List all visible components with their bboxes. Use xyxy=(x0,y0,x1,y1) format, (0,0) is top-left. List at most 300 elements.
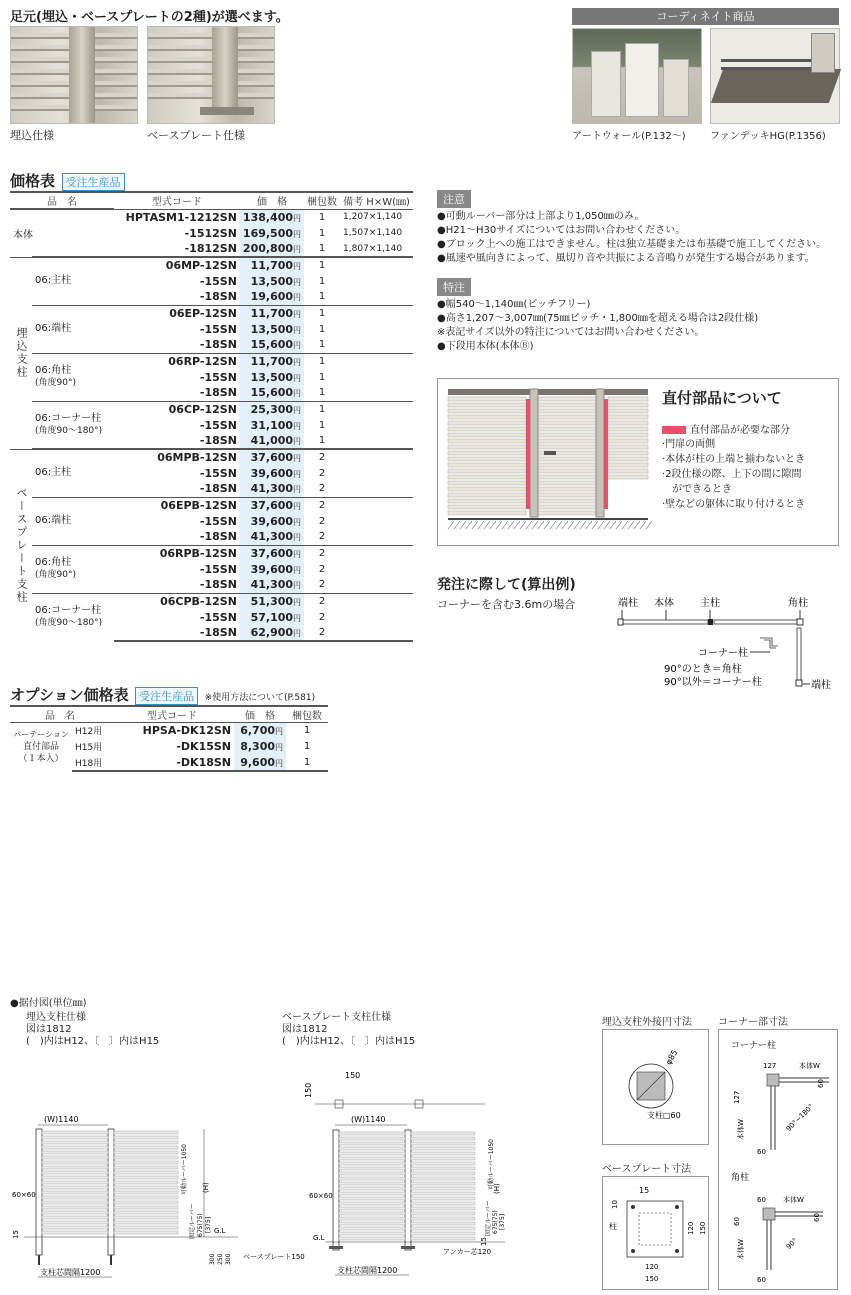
louver-slat xyxy=(114,1221,178,1224)
right-drawing-caption xyxy=(282,1012,415,1048)
ground-hatch xyxy=(628,521,634,529)
louver-slat xyxy=(538,457,596,461)
order-label-end: 端柱 xyxy=(618,598,638,609)
louver-slat xyxy=(448,445,526,449)
price-cell: 51,300円 xyxy=(240,593,304,609)
louver-slat xyxy=(448,403,526,407)
ld-post: 60×60 xyxy=(12,1191,36,1199)
note-cell xyxy=(340,465,413,481)
note-cell xyxy=(340,577,413,593)
caution-head: 注意 xyxy=(437,190,471,208)
embed-dia-label: φ85 xyxy=(663,1048,680,1067)
direct-parts-title: 直付部品について xyxy=(662,389,782,407)
ld-300b: 300 xyxy=(225,1253,232,1265)
louver-slat xyxy=(339,1152,405,1155)
order-rule-1: 90°のとき＝角柱 xyxy=(664,664,742,675)
kaku-angle: 90° xyxy=(784,1236,800,1252)
code-cell: -18SN xyxy=(199,338,237,352)
louver-slat xyxy=(411,1157,475,1160)
option-table-note: ※使用方法について(P.581) xyxy=(204,693,316,703)
louver-slat xyxy=(411,1187,475,1190)
legend-swatch xyxy=(662,426,686,434)
louver-slat xyxy=(42,1161,108,1164)
base-detail-svg xyxy=(603,1177,708,1289)
price-cell: 39,600円 xyxy=(240,513,304,529)
louver-slat xyxy=(114,1141,178,1144)
louver-slat xyxy=(339,1207,405,1210)
post-type-label: 06:主柱 xyxy=(32,449,114,497)
price-cell: 62,900円 xyxy=(240,625,304,641)
louver-slat xyxy=(448,421,526,425)
table-row xyxy=(10,449,413,465)
louver-slat xyxy=(538,463,596,467)
post-type-label: 06:コーナー柱 (角度90～180°) xyxy=(32,593,114,641)
count-cell: 1 xyxy=(318,419,326,431)
louver-slat xyxy=(538,475,596,479)
louver-slat xyxy=(42,1211,108,1214)
louver-slat xyxy=(608,397,648,401)
louver-slat xyxy=(608,427,648,431)
price-cell: 25,300円 xyxy=(240,401,304,417)
louver-slat xyxy=(538,445,596,449)
table-row xyxy=(10,353,413,369)
code-cell: 06CP-12SN xyxy=(114,401,240,417)
special-item: ※表記サイズ以外の特注についてはお問い合わせください。 xyxy=(437,327,705,338)
louver-slat xyxy=(608,451,648,455)
louver-slat xyxy=(42,1191,108,1194)
embed-detail-box xyxy=(602,1029,709,1145)
right-drawing-sub2: ( )内はH12、〔 〕内はH15 xyxy=(282,1036,416,1047)
direct-item: ができるとき xyxy=(662,484,732,495)
corner-angle: 90°~180° xyxy=(784,1102,816,1134)
louver-slat xyxy=(339,1217,405,1220)
louver-slat xyxy=(42,1156,108,1159)
louver-slat xyxy=(448,415,526,419)
louver-slat xyxy=(339,1172,405,1175)
louver-slat xyxy=(339,1177,405,1180)
louver-slat xyxy=(448,397,526,401)
post-type-label: 06:角柱 (角度90°) xyxy=(32,353,114,401)
note-cell xyxy=(340,417,413,433)
caution-section xyxy=(437,190,826,266)
col-note: 備考 H×W(㎜) xyxy=(340,192,413,209)
art-wall-caption: アートウォール(P.132～) xyxy=(572,131,686,142)
louver-slat xyxy=(411,1227,475,1230)
code-cell: -18SN xyxy=(199,578,237,592)
louver-slat xyxy=(448,469,526,473)
count-cell: 1 xyxy=(318,323,326,335)
louver-slat xyxy=(538,415,596,419)
embed-spec-photo xyxy=(10,26,138,124)
louver-slat xyxy=(448,487,526,491)
code-cell: -18SN xyxy=(199,530,237,544)
ground-hatch xyxy=(514,521,520,529)
price-cell: 200,800円 xyxy=(240,241,304,257)
count-cell: 1 xyxy=(318,211,326,223)
louver-slat xyxy=(114,1186,178,1189)
louver-slat xyxy=(339,1132,405,1135)
order-label-corner: コーナー柱 xyxy=(698,648,748,659)
direct-item: ·門扉の両側 xyxy=(662,439,716,450)
special-item: ●下段用本体(本体Ⓑ) xyxy=(437,341,534,352)
corner-detail-box xyxy=(718,1029,838,1290)
louver-slat xyxy=(411,1137,475,1140)
col-code: 型式コード xyxy=(114,192,240,209)
special-item: ●高さ1,207～3,007㎜(75㎜ピッチ・1,800㎜を超える場合は2段仕様) xyxy=(437,313,759,324)
caution-item: ●H21～H30サイズについてはお問い合わせください。 xyxy=(437,225,686,236)
base-detail-title: ベースプレート寸法 xyxy=(602,1164,692,1175)
louver-slat xyxy=(448,433,526,437)
option-sub: H12用 xyxy=(75,727,103,738)
code-cell: HPSA-DK12SN xyxy=(142,724,231,738)
price-cell: 19,600円 xyxy=(240,289,304,305)
post-type-label: 06:角柱 (角度90°) xyxy=(32,545,114,593)
ground-hatch xyxy=(646,521,652,529)
option-table-title: オプション価格表 xyxy=(10,686,129,704)
order-title: 発注に際して(算出例) xyxy=(437,577,576,593)
ground-hatch xyxy=(448,521,454,529)
louver-slat xyxy=(42,1196,108,1199)
price-cell: 39,600円 xyxy=(240,561,304,577)
base-detail-box xyxy=(602,1176,709,1290)
ld-w: (W)1140 xyxy=(44,1115,79,1124)
ld-375: [375] xyxy=(205,1216,212,1233)
rd-anchor: アンカー芯120 xyxy=(443,1248,492,1256)
option-name: パーテーション 直付部品 （１本入） xyxy=(13,729,69,764)
drawing-heading: ●据付図(単位㎜) xyxy=(10,998,87,1009)
kaku-60-top: 60 xyxy=(757,1196,766,1204)
caution-item: ●ブロック上への施工はできません。柱は独立基礎または布基礎で施工してください。 xyxy=(437,239,827,250)
note-cell: 1,207×1,140 xyxy=(343,212,403,223)
rd-fixed: 固定ルーバー xyxy=(485,1200,492,1236)
code-cell: -15SN xyxy=(199,562,237,576)
price-table-tag: 受注生産品 xyxy=(62,173,125,191)
rd-15: 15 xyxy=(480,1237,488,1246)
price-cell: 11,700円 xyxy=(240,353,304,369)
code-cell: -18SN xyxy=(199,434,237,447)
note-cell xyxy=(340,625,413,641)
louver-slat xyxy=(608,445,648,449)
code-cell: -1812SN xyxy=(184,242,237,255)
corner-detail-svg xyxy=(719,1030,837,1289)
order-label-main: 主柱 xyxy=(700,598,720,609)
corner-sub: コーナー柱 xyxy=(731,1041,777,1051)
corner-127-side: 127 xyxy=(733,1090,741,1104)
louver-slat xyxy=(448,493,526,497)
louver-slat xyxy=(42,1136,108,1139)
count-cell: 2 xyxy=(304,449,340,465)
louver-slat xyxy=(538,511,596,515)
baseplate-spec-caption: ベースプレート仕様 xyxy=(147,129,246,142)
louver-slat xyxy=(411,1212,475,1215)
art-wall-photo xyxy=(572,28,702,124)
price-cell: 41,300円 xyxy=(240,529,304,545)
ground-hatch xyxy=(520,521,526,529)
opt-col-price: 価 格 xyxy=(234,706,286,723)
louver-slat xyxy=(339,1147,405,1150)
table-row xyxy=(10,497,413,513)
louver-slat xyxy=(42,1171,108,1174)
note-cell: 1,507×1,140 xyxy=(343,228,403,238)
louver-slat xyxy=(608,463,648,467)
ground-hatch xyxy=(634,521,640,529)
louver-slat xyxy=(448,463,526,467)
table-row xyxy=(10,209,413,225)
code-cell: -18SN xyxy=(114,625,240,641)
caution-item: ●風速や風向きによって、風切り音や共振による音鳴りが発生する場合があります。 xyxy=(437,253,815,264)
ground-hatch xyxy=(598,521,604,529)
price-cell: 41,300円 xyxy=(240,481,304,497)
note-cell xyxy=(340,497,413,513)
louver-slat xyxy=(114,1226,178,1229)
note-cell xyxy=(340,529,413,545)
louver-slat xyxy=(448,475,526,479)
left-drawing-sub1: 図は1812 xyxy=(26,1024,72,1035)
special-head: 特注 xyxy=(437,278,471,296)
direct-parts-illustration xyxy=(438,379,648,545)
price-cell: 9,600円 xyxy=(234,755,286,771)
louver-slat xyxy=(538,505,596,509)
price-cell: 13,500円 xyxy=(240,321,304,337)
louver-slat xyxy=(42,1176,108,1179)
order-label-end2: 端柱 xyxy=(811,680,831,691)
louver-slat xyxy=(538,439,596,443)
note-cell xyxy=(340,289,413,305)
embed-post-label: 支柱□60 xyxy=(647,1111,681,1120)
louver-slat xyxy=(538,493,596,497)
table-row xyxy=(10,305,413,321)
louver-slat xyxy=(411,1132,475,1135)
price-cell: 13,500円 xyxy=(240,273,304,289)
base-15: 15 xyxy=(639,1186,650,1195)
louver-slat xyxy=(411,1222,475,1225)
order-subtitle: コーナーを含む3.6mの場合 xyxy=(437,598,576,611)
louver-slat xyxy=(448,457,526,461)
embed-detail-title: 埋込支柱外接円寸法 xyxy=(602,1017,692,1028)
note-cell xyxy=(340,257,413,273)
count-cell: 2 xyxy=(318,563,326,575)
louver-slat xyxy=(42,1181,108,1184)
code-cell: -1512SN xyxy=(184,226,237,240)
price-cell: 169,500円 xyxy=(240,225,304,241)
count-cell: 1 xyxy=(286,755,328,771)
louver-slat xyxy=(339,1202,405,1205)
embed-spec-caption: 埋込仕様 xyxy=(10,129,54,142)
ld-15: 15 xyxy=(12,1230,20,1239)
price-cell: 41,000円 xyxy=(240,433,304,449)
count-cell: 1 xyxy=(318,227,326,239)
louver-slat xyxy=(114,1146,178,1149)
order-label-corner-post: 角柱 xyxy=(788,598,808,609)
louver-slat xyxy=(411,1177,475,1180)
price-cell: 11,700円 xyxy=(240,305,304,321)
baseplate-spec-photo xyxy=(147,26,275,124)
count-cell: 2 xyxy=(318,483,326,495)
order-diagram xyxy=(610,594,845,694)
count-cell: 1 xyxy=(304,257,340,273)
louver-slat xyxy=(538,427,596,431)
table-row xyxy=(10,723,328,739)
count-cell: 1 xyxy=(318,275,326,287)
code-cell: -15SN xyxy=(199,610,237,624)
note-cell xyxy=(340,481,413,497)
ground-hatch xyxy=(574,521,580,529)
count-cell: 2 xyxy=(304,625,340,641)
rd-post: 60×60 xyxy=(309,1192,333,1200)
louver-slat xyxy=(339,1167,405,1170)
louver-slat xyxy=(538,421,596,425)
louver-slat xyxy=(114,1156,178,1159)
ground-hatch xyxy=(466,521,472,529)
ld-louver: 可動ルーバー1050 xyxy=(181,1144,188,1195)
rd-gl: G.L xyxy=(313,1234,325,1242)
direct-item: ·壁などの躯体に取り付けるとき xyxy=(662,499,806,510)
direct-item: ·本体が柱の上端と揃わないとき xyxy=(662,454,806,465)
ld-pitch: 支柱芯間隔1200 xyxy=(40,1268,101,1277)
price-cell: 11,700円 xyxy=(240,257,304,273)
price-cell: 41,300円 xyxy=(240,577,304,593)
kaku-60-bottom: 60 xyxy=(757,1276,766,1284)
right-drawing-sub1: 図は1812 xyxy=(282,1024,328,1035)
price-cell: 6,700円 xyxy=(234,723,286,739)
right-drawing-title: ベースプレート支柱仕様 xyxy=(282,1012,392,1023)
rd-375: [375] xyxy=(499,1213,506,1230)
ground-hatch xyxy=(508,521,514,529)
base-120-v: 120 xyxy=(687,1221,695,1235)
code-cell: -18SN xyxy=(199,290,237,304)
louver-slat xyxy=(339,1227,405,1230)
note-cell xyxy=(340,353,413,369)
note-cell xyxy=(340,561,413,577)
louver-slat xyxy=(411,1207,475,1210)
fan-deck-photo xyxy=(710,28,840,124)
ground-hatch xyxy=(616,521,622,529)
count-cell: 1 xyxy=(318,435,326,446)
option-sub: H15用 xyxy=(75,743,103,753)
code-cell: -18SN xyxy=(199,386,237,400)
top-heading: 足元(埋込・ベースプレートの2種)が選べます。 xyxy=(10,10,289,25)
price-table xyxy=(10,191,413,642)
corner-body-side: 本体W xyxy=(737,1119,745,1140)
louver-slat xyxy=(411,1152,475,1155)
post-type-label: 06:主柱 xyxy=(32,257,114,305)
louver-slat xyxy=(448,499,526,503)
louver-slat xyxy=(114,1206,178,1209)
code-cell: -18SN xyxy=(199,482,237,496)
left-drawing-sub2: ( )内はH12、〔 〕内はH15 xyxy=(26,1036,160,1047)
louver-slat xyxy=(448,409,526,413)
price-cell: 37,600円 xyxy=(240,545,304,561)
louver-slat xyxy=(538,409,596,413)
code-cell: HPTASM1-1212SN xyxy=(125,210,237,224)
note-cell xyxy=(340,433,413,449)
louver-slat xyxy=(42,1206,108,1209)
louver-slat xyxy=(538,397,596,401)
louver-slat xyxy=(608,475,648,479)
louver-slat xyxy=(538,481,596,485)
louver-slat xyxy=(42,1151,108,1154)
code-cell: -DK18SN xyxy=(110,755,234,771)
count-cell: 1 xyxy=(303,725,311,737)
count-cell: 2 xyxy=(318,611,326,623)
ground-hatch xyxy=(454,521,460,529)
caution-item: ●可動ルーバー部分は上部より1,050㎜のみ。 xyxy=(437,211,645,222)
louver-slat xyxy=(339,1137,405,1140)
louver-slat xyxy=(538,499,596,503)
louver-slat xyxy=(42,1166,108,1169)
louver-slat xyxy=(411,1197,475,1200)
note-cell xyxy=(340,401,413,417)
count-cell: 2 xyxy=(318,515,326,527)
louver-slat xyxy=(411,1202,475,1205)
body-label: 本体 xyxy=(10,209,114,257)
rd-baseplate: ベースプレート150 xyxy=(243,1253,305,1261)
col-price: 価 格 xyxy=(240,192,304,209)
louver-slat xyxy=(339,1157,405,1160)
order-label-body: 本体 xyxy=(654,598,674,609)
legend-label: 直付部品が必要な部分 xyxy=(690,425,790,436)
table-row xyxy=(10,545,413,561)
fan-deck-caption: ファンデッキHG(P.1356) xyxy=(710,131,826,142)
rd-w: (W)1140 xyxy=(351,1115,386,1124)
louver-slat xyxy=(42,1221,108,1224)
louver-slat xyxy=(608,415,648,419)
louver-slat xyxy=(538,403,596,407)
option-table-title-row xyxy=(10,684,315,705)
count-cell: 2 xyxy=(304,497,340,513)
group-label: 埋込支柱 xyxy=(10,257,32,449)
louver-slat xyxy=(339,1192,405,1195)
direct-parts-box xyxy=(437,378,839,546)
note-cell xyxy=(340,273,413,289)
louver-slat xyxy=(411,1147,475,1150)
ground-hatch xyxy=(556,521,562,529)
louver-slat xyxy=(42,1141,108,1144)
louver-slat xyxy=(339,1142,405,1145)
louver-slat xyxy=(114,1131,178,1134)
count-cell: 1 xyxy=(318,371,326,383)
louver-slat xyxy=(538,487,596,491)
louver-slat xyxy=(339,1222,405,1225)
note-cell xyxy=(340,609,413,625)
corner-body-top: 本体W xyxy=(799,1062,820,1070)
louver-slat xyxy=(608,457,648,461)
count-cell: 2 xyxy=(304,593,340,609)
price-cell: 37,600円 xyxy=(240,497,304,513)
louver-slat xyxy=(411,1142,475,1145)
rd-150-side: 150 xyxy=(304,1082,313,1098)
louver-slat xyxy=(411,1172,475,1175)
corner-60-bottom: 60 xyxy=(757,1148,766,1156)
ground-hatch xyxy=(622,521,628,529)
louver-slat xyxy=(42,1216,108,1219)
louver-slat xyxy=(114,1196,178,1199)
option-table-tag: 受注生産品 xyxy=(135,687,198,705)
embed-drawing xyxy=(8,1105,238,1285)
code-cell: 06RP-12SN xyxy=(114,353,240,369)
table-row xyxy=(10,593,413,609)
direct-item: ·2段仕様の際、上下の間に隙間 xyxy=(662,469,802,480)
embed-detail-svg xyxy=(603,1030,708,1144)
louver-slat xyxy=(448,511,526,515)
count-cell: 1 xyxy=(318,339,326,351)
base-10: 10 xyxy=(611,1200,619,1209)
kaku-60-right: 60 xyxy=(813,1213,821,1222)
rd-pitch: 支柱芯間隔1200 xyxy=(337,1266,398,1275)
louver-slat xyxy=(448,439,526,443)
opt-col-code: 型式コード xyxy=(110,706,234,723)
code-cell: 06MP-12SN xyxy=(114,257,240,273)
